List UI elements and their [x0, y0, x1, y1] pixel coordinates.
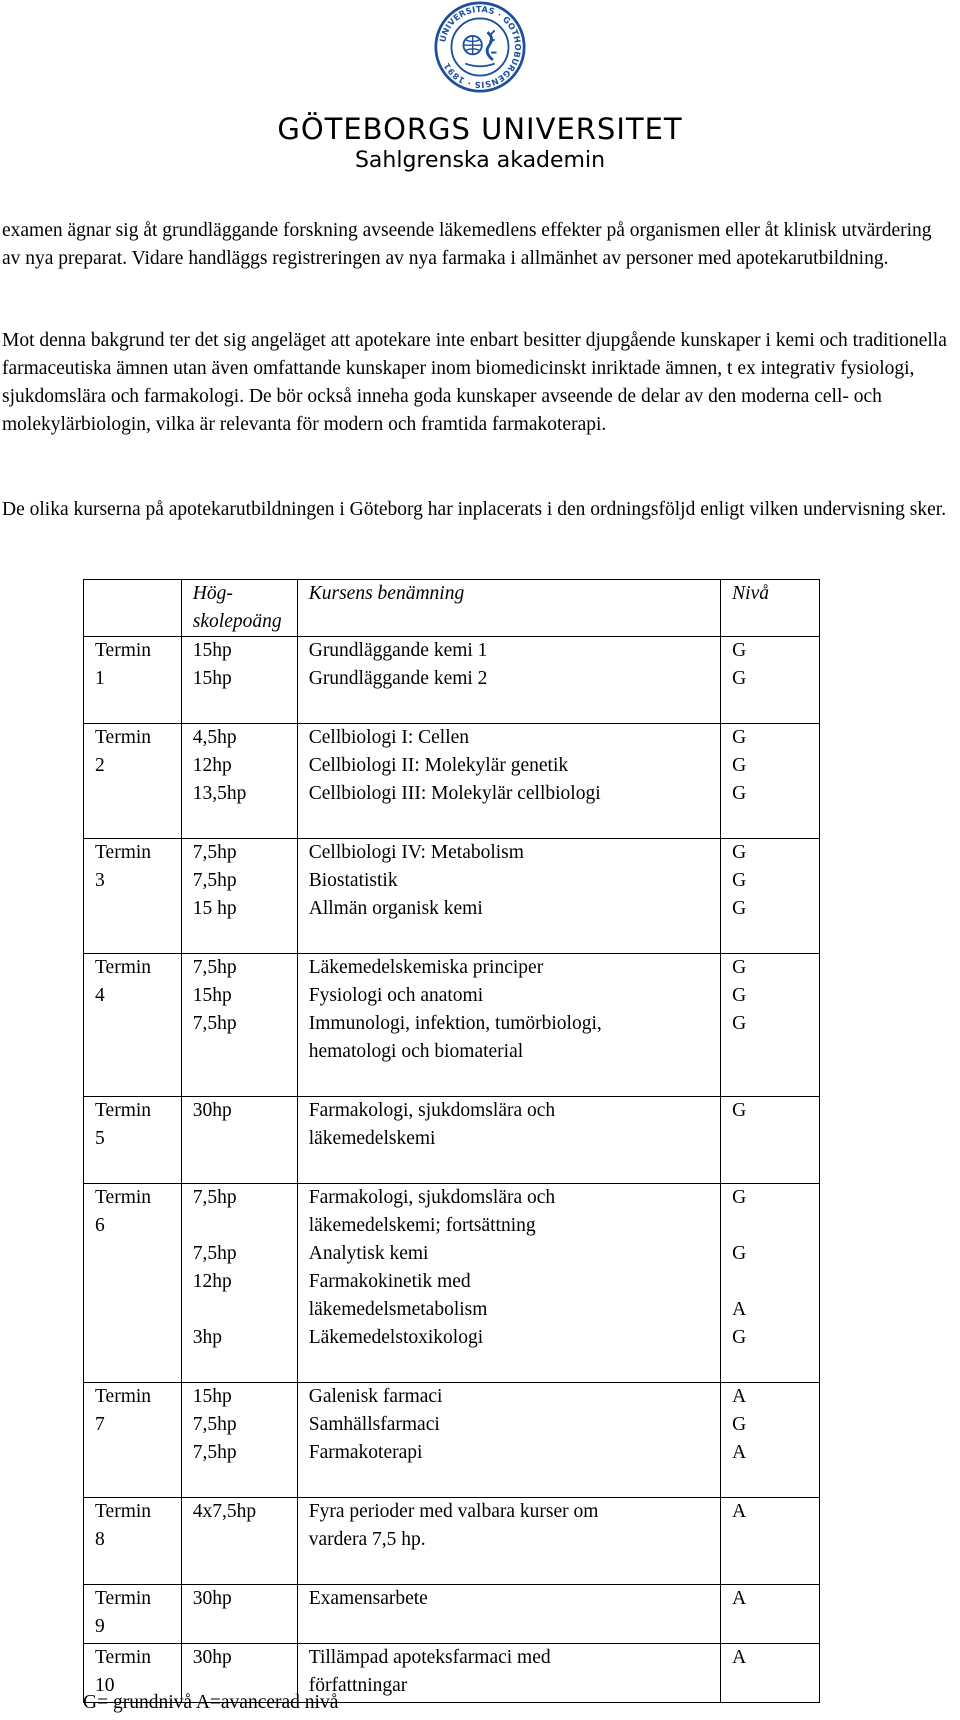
level-cell [721, 839, 820, 954]
level-cell [721, 637, 820, 724]
term-label-cell [84, 1383, 182, 1498]
credit-value: 7,5hp [192, 1243, 237, 1264]
course-name-cell [297, 954, 720, 1097]
credit-value: 12hp [192, 1271, 232, 1292]
level-value: G [732, 1243, 747, 1264]
course-name-cell [297, 1383, 720, 1498]
credits-cell [181, 1097, 297, 1184]
term-word: Termin [95, 1647, 152, 1668]
term-word: Termin [95, 1588, 152, 1609]
course-name-line: Cellbiologi II: Molekylär genetik [308, 755, 569, 776]
credits-cell [181, 1184, 297, 1383]
credit-value: 7,5hp [192, 1013, 237, 1034]
level-value: G [732, 640, 747, 661]
table-row [84, 637, 820, 724]
university-name: GÖTEBORGS UNIVERSITET [277, 112, 683, 146]
header-credits-line2: skolepoäng [192, 611, 282, 632]
term-number: 9 [95, 1616, 105, 1637]
level-value: G [732, 898, 747, 919]
level-value: G [732, 1414, 747, 1435]
credit-value: 7,5hp [192, 1442, 237, 1463]
credits-cell [181, 1585, 297, 1644]
table-row [84, 954, 820, 1097]
level-value: G [732, 842, 747, 863]
credit-value: 12hp [192, 755, 232, 776]
course-name-line: Samhällsfarmaci [308, 1414, 440, 1435]
course-name-line: Läkemedelstoxikologi [308, 1327, 484, 1348]
level-value: A [732, 1501, 747, 1522]
course-name-line: Grundläggande kemi 1 [308, 640, 488, 661]
course-name-line: Tillämpad apoteksfarmaci med [308, 1647, 551, 1668]
course-name-cell [297, 724, 720, 839]
paragraph-course-order: De olika kurserna på apotekarutbildningen i Göteborg har inplacerats i den ordningsföljd enligt vilken undervisning sker. [2, 499, 947, 520]
level-value: G [732, 870, 747, 891]
course-name-cell [297, 839, 720, 954]
term-label-cell [84, 1498, 182, 1585]
course-name-line: läkemedelsmetabolism [308, 1299, 488, 1320]
header-empty-cell [84, 580, 182, 637]
credit-value: 7,5hp [192, 870, 237, 891]
credit-value: 13,5hp [192, 783, 247, 804]
term-word: Termin [95, 1187, 152, 1208]
term-number: 5 [95, 1128, 105, 1149]
term-number: 4 [95, 985, 105, 1006]
term-label-cell [84, 839, 182, 954]
level-value: A [732, 1386, 747, 1407]
svg-text:UNIVERSITAS · GOTHOBURGENSIS ·: UNIVERSITAS · GOTHOBURGENSIS · 1891 [437, 3, 523, 91]
credit-value: 7,5hp [192, 1187, 237, 1208]
credit-value: 7,5hp [192, 957, 237, 978]
term-number: 7 [95, 1414, 105, 1435]
course-name-cell [297, 1498, 720, 1585]
course-name-line: Grundläggande kemi 2 [308, 668, 488, 689]
term-number: 2 [95, 755, 105, 776]
credits-cell [181, 954, 297, 1097]
paragraph-background: Mot denna bakgrund ter det sig angeläget att apotekare inte enbart besitter djupgående kunskaper i kemi och traditionella farmaceutiska ämnen utan även omfattande kunskaper inom biomedicinskt inriktade ämnen, t ex integrativ fysiologi, sjukdomslära och farmakologi. De bör också inneha goda kunskaper avseende de delar av den moderna cell- och molekylärbiologin, vilka är relevanta för modern och framtida farmakoterapi. [2, 330, 947, 435]
course-name-line: Fysiologi och anatomi [308, 985, 484, 1006]
term-label-cell [84, 637, 182, 724]
spacer-line [193, 1296, 297, 1324]
credit-value: 15hp [192, 668, 232, 689]
table-row [84, 1097, 820, 1184]
table-row [84, 724, 820, 839]
table-row [84, 839, 820, 954]
paragraph-intro: examen ägnar sig åt grundläggande forskning avseende läkemedlens effekter på organismen eller åt klinisk utvärdering av nya preparat. Vidare handläggs registreringen av nya farmaka i allmänhet av personer med apotekarutbildning. [2, 220, 932, 269]
level-value: G [732, 985, 747, 1006]
course-name-cell [297, 1644, 720, 1703]
credits-cell [181, 637, 297, 724]
level-value: G [732, 727, 747, 748]
spacer-line [193, 1212, 297, 1240]
term-label-cell [84, 954, 182, 1097]
course-name-line: hematologi och biomaterial [308, 1041, 524, 1062]
credit-value: 7,5hp [192, 1414, 237, 1435]
term-number: 3 [95, 870, 105, 891]
level-value: G [732, 1187, 747, 1208]
credit-value: 15hp [192, 640, 232, 661]
course-name-line: Cellbiologi IV: Metabolism [308, 842, 524, 863]
header-course-name: Kursens benämning [297, 580, 720, 637]
course-name-line: Läkemedelskemiska principer [308, 957, 544, 978]
course-name-line: Farmakokinetik med [308, 1271, 471, 1292]
course-name-line: Cellbiologi I: Cellen [308, 727, 470, 748]
course-name-line: Examensarbete [308, 1588, 428, 1609]
course-name-line: Farmakologi, sjukdomslära och [308, 1187, 556, 1208]
term-label-cell [84, 1097, 182, 1184]
term-word: Termin [95, 1100, 152, 1121]
credit-value: 15 hp [192, 898, 237, 919]
level-value: G [732, 755, 747, 776]
table-row [84, 1498, 820, 1585]
course-name-line: Fyra perioder med valbara kurser om [308, 1501, 599, 1522]
level-cell [721, 954, 820, 1097]
credit-value: 3hp [192, 1327, 223, 1348]
level-cell [721, 1498, 820, 1585]
credit-value: 15hp [192, 1386, 232, 1407]
level-value: A [732, 1299, 747, 1320]
course-name-line: Allmän organisk kemi [308, 898, 483, 919]
header-credits-line1: Hög- [192, 583, 233, 604]
credits-cell [181, 839, 297, 954]
term-number: 6 [95, 1215, 105, 1236]
course-name-cell [297, 1097, 720, 1184]
level-cell [721, 1097, 820, 1184]
course-name-cell [297, 1184, 720, 1383]
level-cell [721, 1383, 820, 1498]
table-header-row [84, 580, 820, 637]
table-row [84, 1585, 820, 1644]
term-number: 1 [95, 668, 105, 689]
course-name-cell [297, 1585, 720, 1644]
level-cell [721, 1184, 820, 1383]
credits-cell [181, 724, 297, 839]
level-legend-footnote: G= grundnivå A=avancerad nivå [83, 1692, 339, 1713]
credit-value: 4x7,5hp [192, 1501, 257, 1522]
term-word: Termin [95, 1386, 152, 1407]
course-name-line: Farmakoterapi [308, 1442, 423, 1463]
credit-value: 7,5hp [192, 842, 237, 863]
university-seal-logo [434, 0, 526, 94]
credit-value: 30hp [192, 1647, 232, 1668]
term-word: Termin [95, 957, 152, 978]
credit-value: 4,5hp [192, 727, 237, 748]
level-value: G [732, 957, 747, 978]
level-value: G [732, 783, 747, 804]
header-credits [181, 580, 297, 637]
header-level: Nivå [721, 580, 820, 637]
term-word: Termin [95, 640, 152, 661]
course-name-line: Cellbiologi III: Molekylär cellbiologi [308, 783, 601, 804]
credit-value: 15hp [192, 985, 232, 1006]
level-value: G [732, 668, 747, 689]
term-number: 10 [95, 1675, 115, 1696]
level-cell [721, 724, 820, 839]
course-name-line: författningar [308, 1675, 408, 1696]
course-name-cell [297, 637, 720, 724]
faculty-name: Sahlgrenska akademin [354, 148, 606, 173]
level-cell [721, 1585, 820, 1644]
level-value: G [732, 1013, 747, 1034]
term-word: Termin [95, 727, 152, 748]
level-value: G [732, 1327, 747, 1348]
credit-value: 30hp [192, 1588, 232, 1609]
term-number: 8 [95, 1529, 105, 1550]
term-word: Termin [95, 1501, 152, 1522]
term-label-cell [84, 1585, 182, 1644]
term-word: Termin [95, 842, 152, 863]
credits-cell [181, 1383, 297, 1498]
term-label-cell [84, 724, 182, 839]
course-name-line: vardera 7,5 hp. [308, 1529, 426, 1550]
level-value: A [732, 1442, 747, 1463]
level-value: A [732, 1588, 747, 1609]
course-name-line: Farmakologi, sjukdomslära och [308, 1100, 556, 1121]
course-name-line: Analytisk kemi [308, 1243, 429, 1264]
table-row [84, 1383, 820, 1498]
table-row [84, 1184, 820, 1383]
term-label-cell [84, 1184, 182, 1383]
spacer-line [732, 1212, 819, 1240]
level-value: G [732, 1100, 747, 1121]
course-name-line: Immunologi, infektion, tumörbiologi, [308, 1013, 602, 1034]
course-table [83, 579, 820, 1703]
spacer-line [732, 1268, 819, 1296]
course-name-line: läkemedelskemi [308, 1128, 436, 1149]
credits-cell [181, 1498, 297, 1585]
level-cell [721, 1644, 820, 1703]
course-name-line: läkemedelskemi; fortsättning [308, 1215, 536, 1236]
credit-value: 30hp [192, 1100, 232, 1121]
course-name-line: Biostatistik [308, 870, 398, 891]
course-name-line: Galenisk farmaci [308, 1386, 443, 1407]
level-value: A [732, 1647, 747, 1668]
